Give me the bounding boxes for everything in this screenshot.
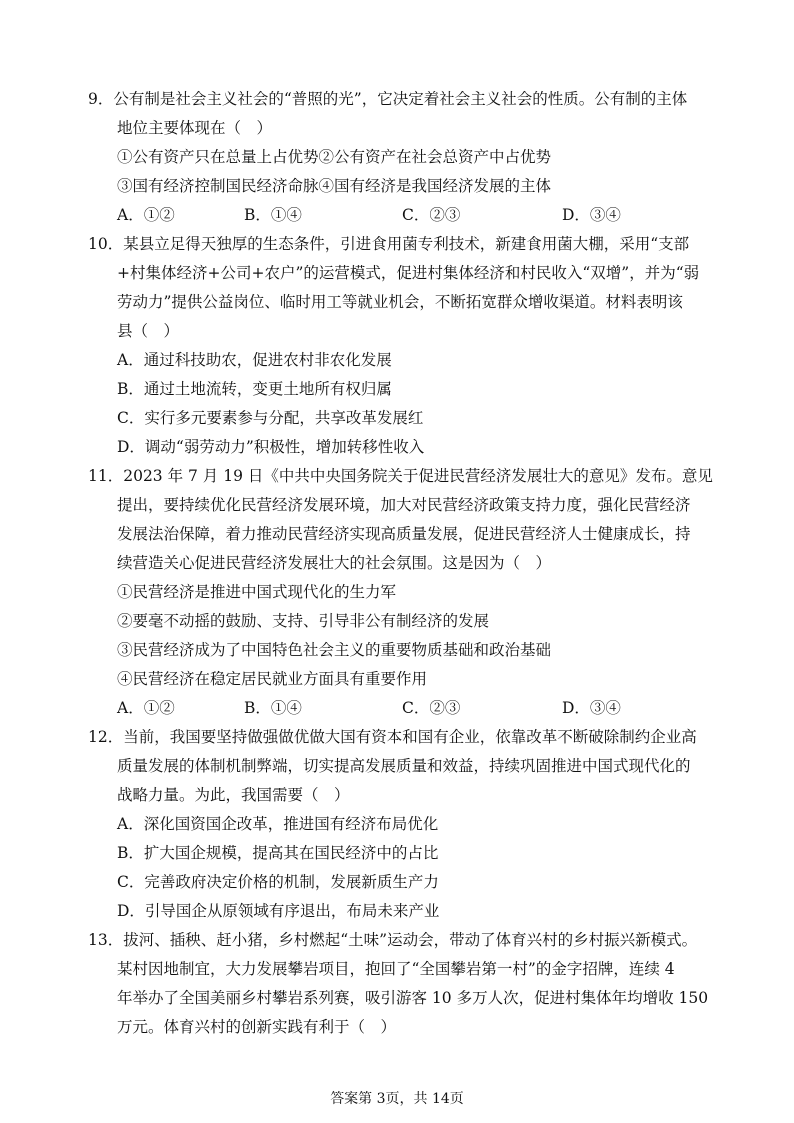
question-10-option-c: C．实行多元要素参与分配，共享改革发展红 (117, 409, 424, 427)
question-10-line-3: 劳动力”提供公益岗位、临时用工等就业机会，不断拓宽群众增收渠道。材料表明该 (117, 293, 683, 311)
question-9-line-2: 地位主要体现在（ ） (117, 119, 273, 137)
question-11-choice-d: D．③④ (562, 699, 621, 717)
question-11-choice-c: C．②③ (402, 699, 461, 717)
question-11-line-1: 11．2023 年 7 月 19 日《中共中央国务院关于促进民营经济发展壮大的意见》发布。意见 (88, 467, 713, 485)
question-11-line-4: 续营造关心促进民营经济发展壮大的社会氛围。这是因为（ ） (117, 554, 552, 572)
question-11-choice-b: B．①④ (244, 699, 302, 717)
question-11-line-2: 提出，要持续优化民营经济发展环境，加大对民营经济政策支持力度，强化民营经济 (117, 496, 691, 514)
question-9-choice-a: A．①② (117, 206, 175, 224)
question-11-item-2: ②要毫不动摇的鼓励、支持、引导非公有制经济的发展 (117, 612, 490, 630)
question-13-line-4: 万元。体育兴村的创新实践有利于（ ） (117, 1018, 397, 1036)
question-10-line-2: +村集体经济+公司+农户”的运营模式，促进村集体经济和村民收入“双增”，并为“弱 (117, 264, 700, 282)
question-12-option-c: C．完善政府决定价格的机制，发展新质生产力 (117, 873, 439, 891)
question-11-line-3: 发展法治保障，着力推动民营经济实现高质量发展，促进民营经济人士健康成长，持 (117, 525, 691, 543)
question-12-option-d: D．引导国企从原领域有序退出，布局未来产业 (117, 902, 440, 920)
question-12-option-b: B．扩大国企规模，提高其在国民经济中的占比 (117, 844, 439, 862)
question-11-item-1: ①民营经济是推进中国式现代化的生力军 (117, 583, 397, 601)
question-12-option-a: A．深化国资国企改革，推进国有经济布局优化 (117, 815, 439, 833)
question-10-line-4: 县（ ） (117, 322, 180, 340)
question-11-item-4: ④民营经济在稳定居民就业方面具有重要作用 (117, 670, 428, 688)
question-9-choice-c: C．②③ (402, 206, 461, 224)
question-13-line-2: 某村因地制宜，大力发展攀岩项目，抱回了“全国攀岩第一村”的金字招牌，连续 4 (117, 960, 675, 978)
question-10-option-d: D．调动“弱劳动力”积极性，增加转移性收入 (117, 438, 425, 456)
question-10-option-b: B．通过土地流转，变更土地所有权归属 (117, 380, 392, 398)
question-9-choice-d: D．③④ (562, 206, 621, 224)
question-9-item-2: ③国有经济控制国民经济命脉④国有经济是我国经济发展的主体 (117, 177, 552, 195)
question-13-line-3: 年举办了全国美丽乡村攀岩系列赛，吸引游客 10 多万人次，促进村集体年均增收 150 (117, 989, 709, 1007)
question-9-item-1: ①公有资产只在总量上占优势②公有资产在社会总资产中占优势 (117, 148, 552, 166)
question-12-line-3: 战略力量。为此，我国需要（ ） (117, 786, 350, 804)
question-11-choice-a: A．①② (117, 699, 175, 717)
question-9-line-1: 9．公有制是社会主义社会的“普照的光”，它决定着社会主义社会的性质。公有制的主体 (88, 90, 688, 108)
question-12-line-2: 质量发展的体制机制弊端，切实提高发展质量和效益，持续巩固推进中国式现代化的 (117, 757, 691, 775)
question-10-option-a: A．通过科技助农，促进农村非农化发展 (117, 351, 392, 369)
page-footer: 答案第 3页，共 14页 (330, 1091, 464, 1107)
question-12-line-1: 12．当前，我国要坚持做强做优做大国有资本和国有企业，依靠改革不断破除制约企业高 (88, 728, 697, 746)
question-10-line-1: 10．某县立足得天独厚的生态条件，引进食用菌专利技术，新建食用菌大棚，采用“支部 (88, 235, 690, 253)
question-13-line-1: 13．拔河、插秧、赶小猪，乡村燃起“土味”运动会，带动了体育兴村的乡村振兴新模式。 (88, 931, 698, 949)
question-9-choice-b: B．①④ (244, 206, 302, 224)
question-11-item-3: ③民营经济成为了中国特色社会主义的重要物质基础和政治基础 (117, 641, 552, 659)
